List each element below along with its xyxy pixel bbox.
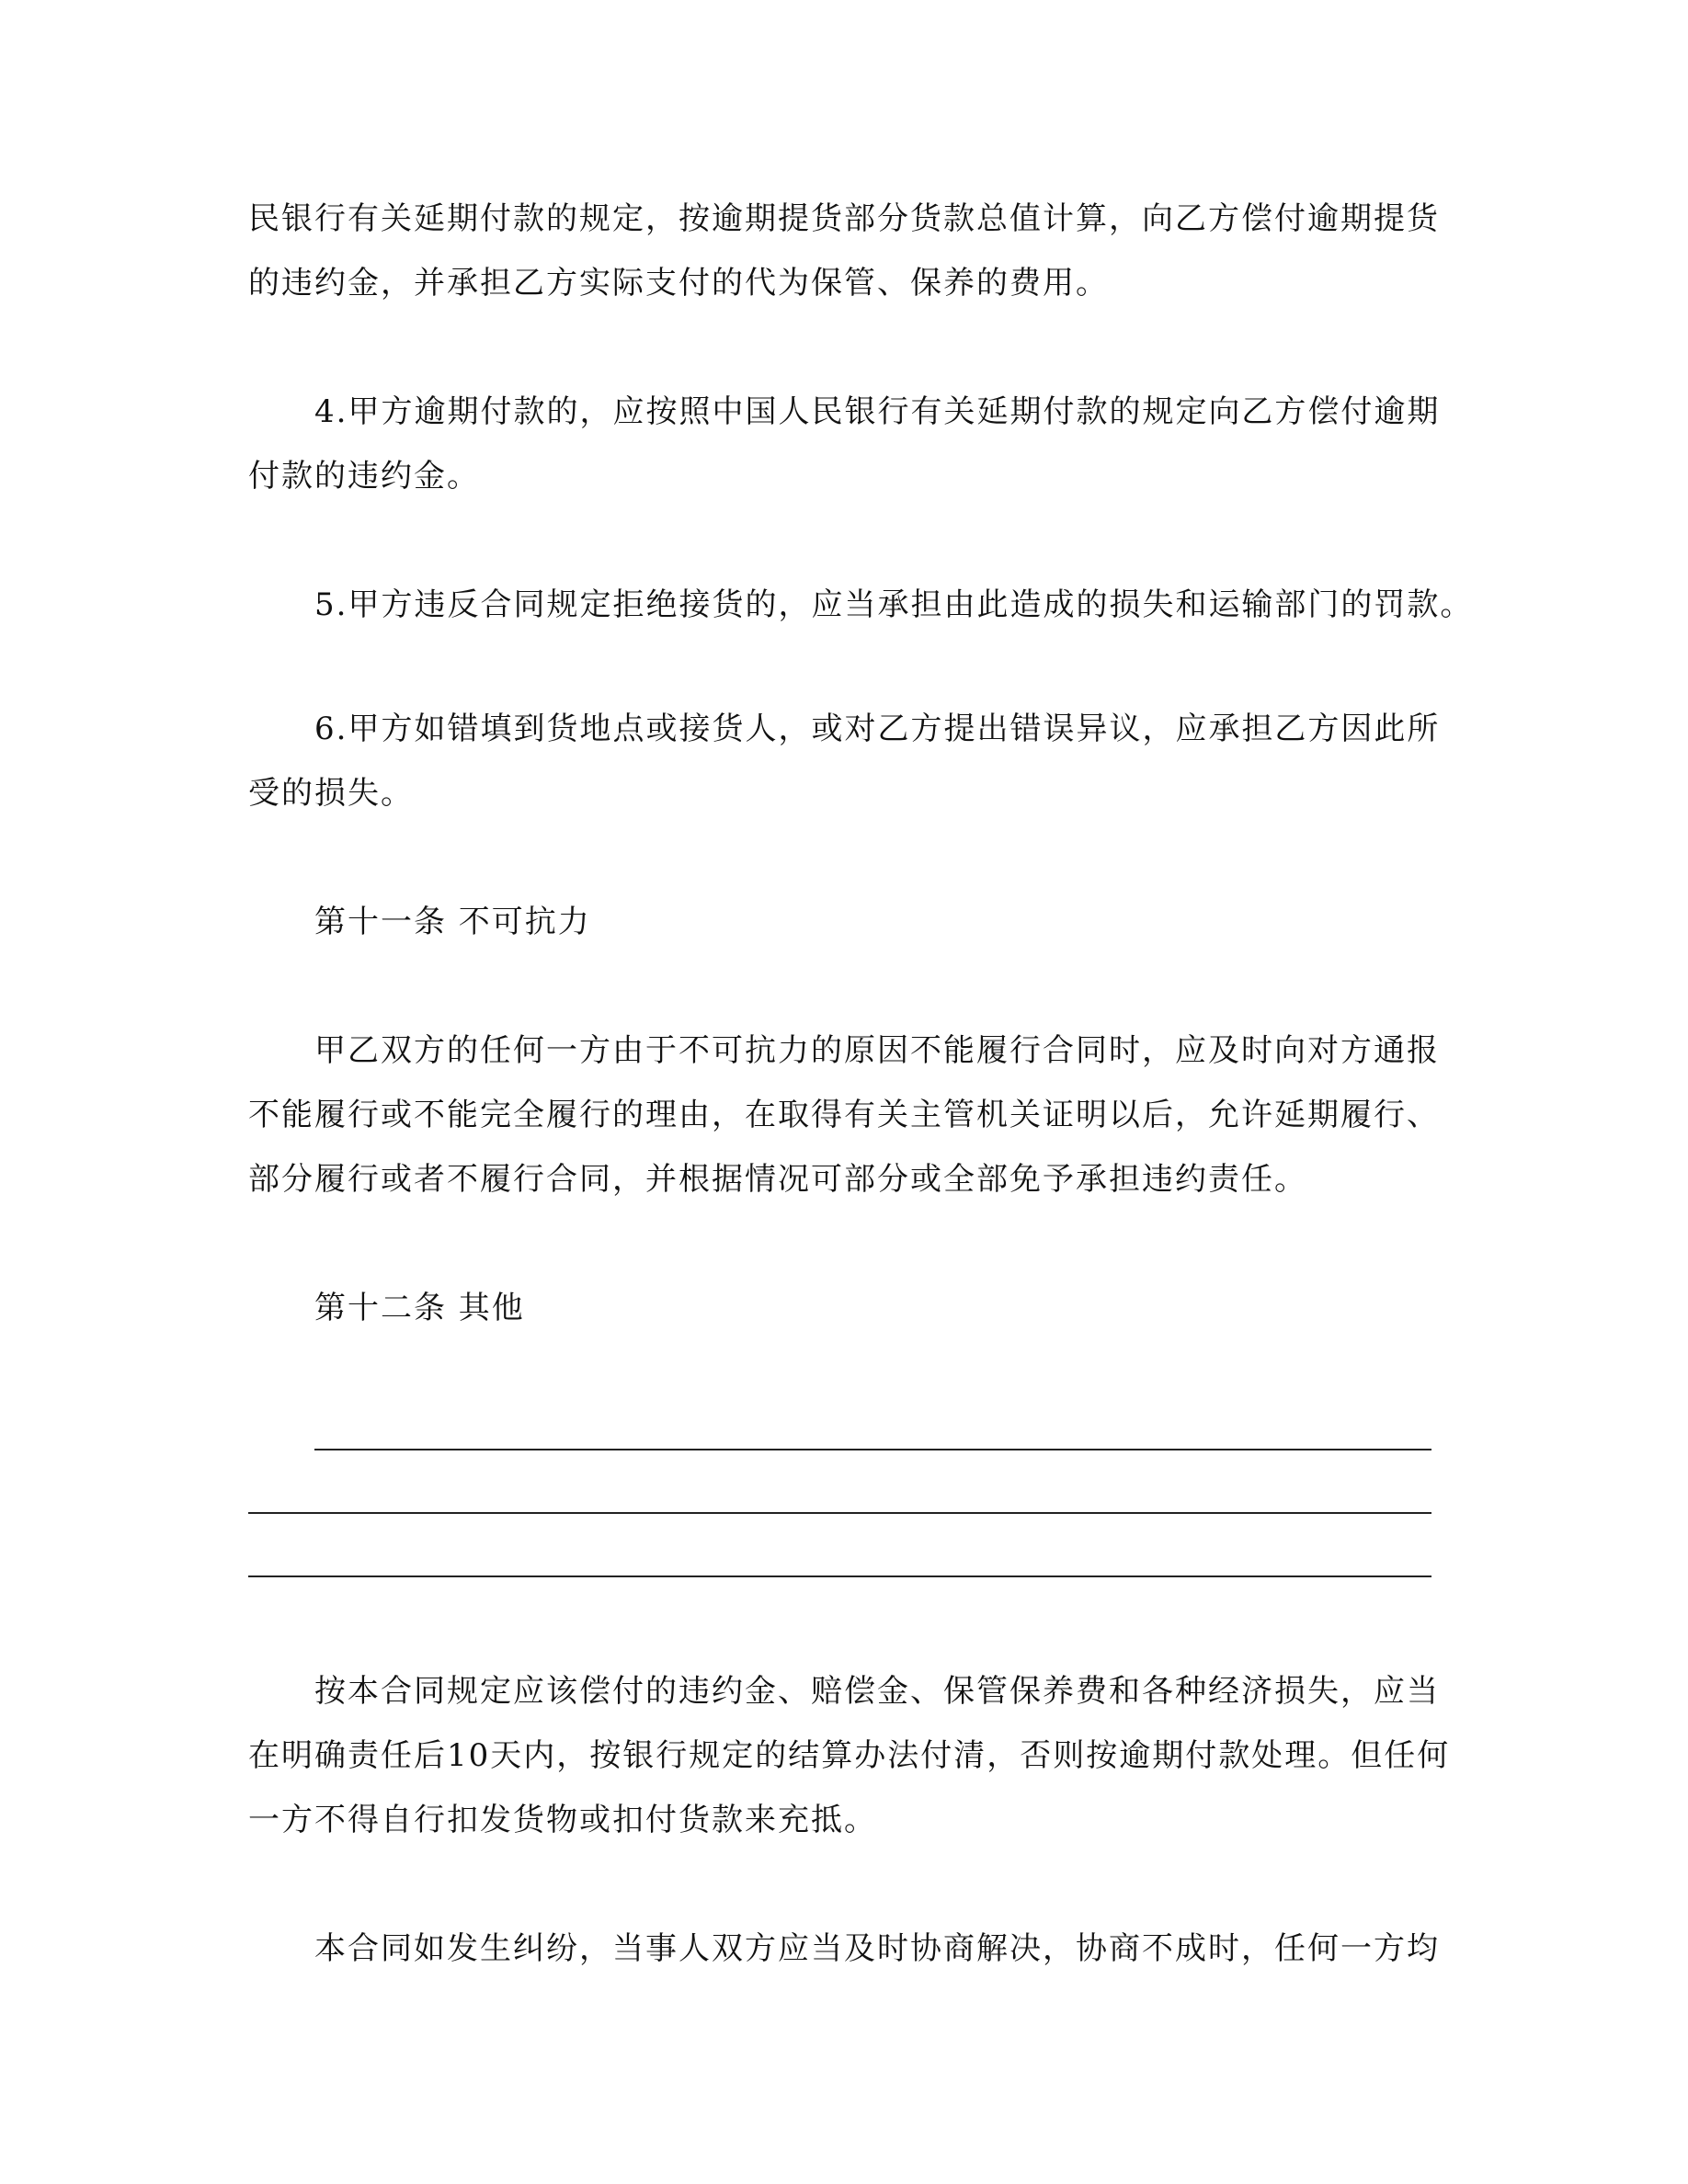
paragraph-line: 6.甲方如错填到货地点或接货人，或对乙方提出错误异议，应承担乙方因此所 xyxy=(314,711,1441,747)
blank-fill-line xyxy=(248,1512,1431,1514)
paragraph-line: 5.甲方违反合同规定拒绝接货的，应当承担由此造成的损失和运输部门的罚款。 xyxy=(314,586,1474,623)
blank-fill-line xyxy=(314,1449,1431,1450)
section-heading: 第十一条 不可抗力 xyxy=(314,904,591,940)
paragraph-line: 的违约金，并承担乙方实际支付的代为保管、保养的费用。 xyxy=(248,265,1109,301)
paragraph-line: 本合同如发生纠纷，当事人双方应当及时协商解决，协商不成时，任何一方均 xyxy=(314,1930,1440,1967)
paragraph-line: 按本合同规定应该偿付的违约金、赔偿金、保管保养费和各种经济损失，应当 xyxy=(314,1673,1440,1710)
paragraph-line: 不能履行或不能完全履行的理由，在取得有关主管机关证明以后，允许延期履行、 xyxy=(248,1097,1440,1133)
paragraph-line: 一方不得自行扣发货物或扣付货款来充抵。 xyxy=(248,1802,877,1838)
paragraph-line: 在明确责任后10天内，按银行规定的结算办法付清，否则按逾期付款处理。但任何 xyxy=(248,1737,1451,1774)
paragraph-line: 民银行有关延期付款的规定，按逾期提货部分货款总值计算，向乙方偿付逾期提货 xyxy=(248,200,1440,237)
paragraph-line: 甲乙双方的任何一方由于不可抗力的原因不能履行合同时，应及时向对方通报 xyxy=(314,1032,1440,1069)
section-heading: 第十二条 其他 xyxy=(314,1290,525,1326)
paragraph-line: 付款的违约金。 xyxy=(248,458,480,495)
blank-fill-line xyxy=(248,1575,1431,1577)
paragraph-line: 4.甲方逾期付款的，应按照中国人民银行有关延期付款的规定向乙方偿付逾期 xyxy=(314,393,1441,430)
paragraph-line: 受的损失。 xyxy=(248,775,414,812)
paragraph-line: 部分履行或者不履行合同，并根据情况可部分或全部免予承担违约责任。 xyxy=(248,1161,1307,1198)
